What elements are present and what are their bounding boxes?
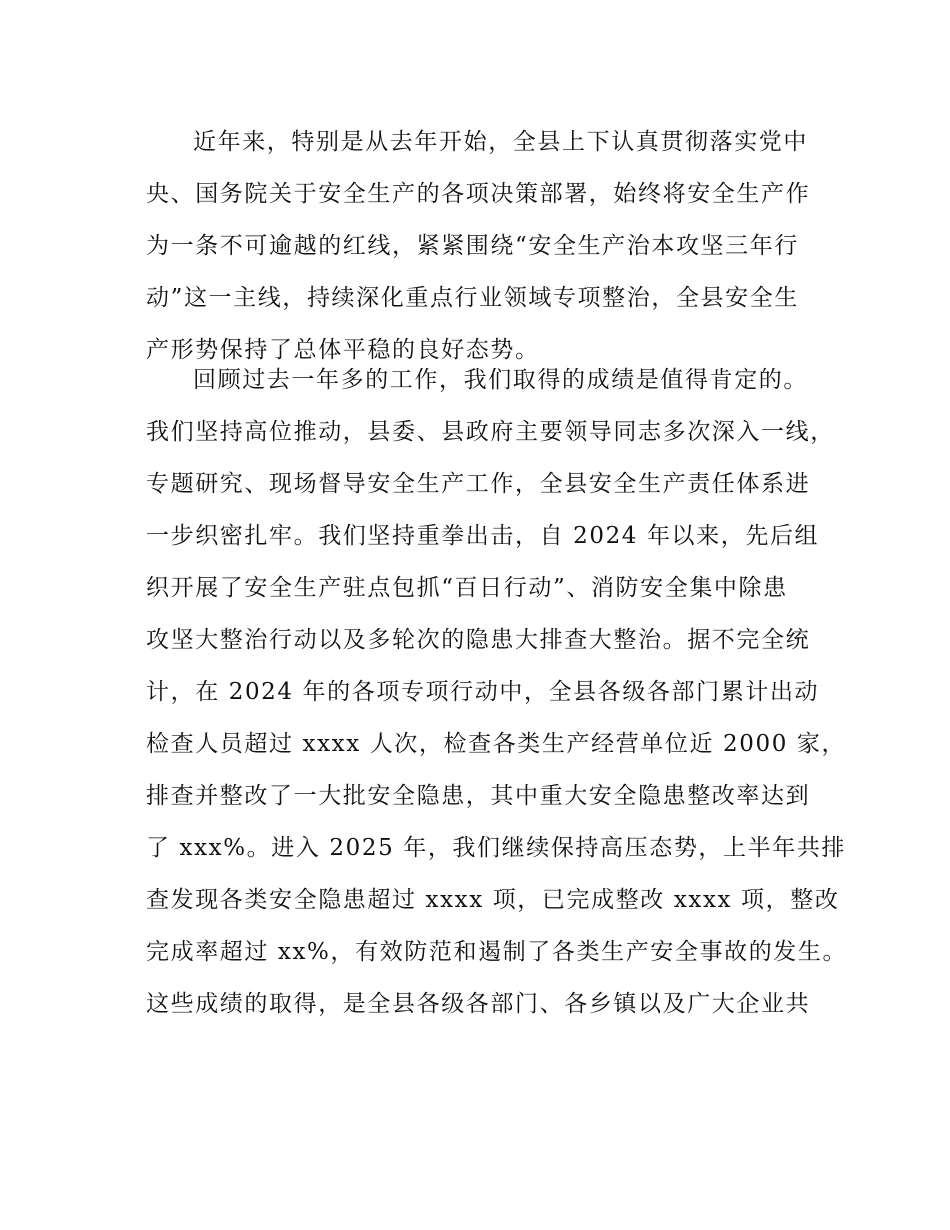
paragraph-2	[146, 354, 848, 1030]
paragraph-line: 为一条不可逾越的红线，紧紧围绕“安全生产治本攻坚三年行	[146, 233, 799, 259]
paragraph-line: 织开展了安全生产驻点包抓“百日行动”、消防安全集中除患	[146, 575, 788, 601]
paragraph-line: 攻坚大整治行动以及多轮次的隐患大排查大整治。据不完全统	[146, 627, 811, 653]
paragraph-line: 我们坚持高位推动，县委、县政府主要领导同志多次深入一线，	[146, 419, 835, 445]
paragraph-line: 查发现各类安全隐患超过 xxxx 项，已完成整改 xxxx 项，整改	[146, 887, 840, 913]
paragraph-line: 计，在 2024 年的各项专项行动中，全县各级各部门累计出动	[146, 679, 820, 705]
paragraph-line: 排查并整改了一大批安全隐患，其中重大安全隐患整改率达到	[146, 783, 811, 809]
paragraph-line: 专题研究、现场督导安全生产工作，全县安全生产责任体系进	[146, 471, 811, 497]
paragraph-line: 了 xxx%。进入 2025 年，我们继续保持高压态势，上半年共排	[146, 835, 847, 861]
paragraph-line: 这些成绩的取得，是全县各级各部门、各乡镇以及广大企业共	[146, 991, 811, 1017]
paragraph-line: 回顾过去一年多的工作，我们取得的成绩是值得肯定的。	[193, 367, 808, 393]
paragraph-line: 央、国务院关于安全生产的各项决策部署，始终将安全生产作	[146, 181, 811, 207]
paragraph-line: 近年来，特别是从去年开始，全县上下认真贯彻落实党中	[193, 129, 808, 155]
paragraph-line: 检查人员超过 xxxx 人次，检查各类生产经营单位近 2000 家，	[146, 731, 847, 757]
paragraph-line: 一步织密扎牢。我们坚持重拳出击，自 2024 年以来，先后组	[146, 523, 820, 549]
paragraph-line: 产形势保持了总体平稳的良好态势。	[146, 337, 540, 363]
paragraph-line: 完成率超过 xx%，有效防范和遏制了各类生产安全事故的发生。	[146, 939, 848, 965]
paragraph-1	[146, 116, 826, 376]
paragraph-line: 动”这一主线，持续深化重点行业领域专项整治，全县安全生	[146, 285, 799, 311]
